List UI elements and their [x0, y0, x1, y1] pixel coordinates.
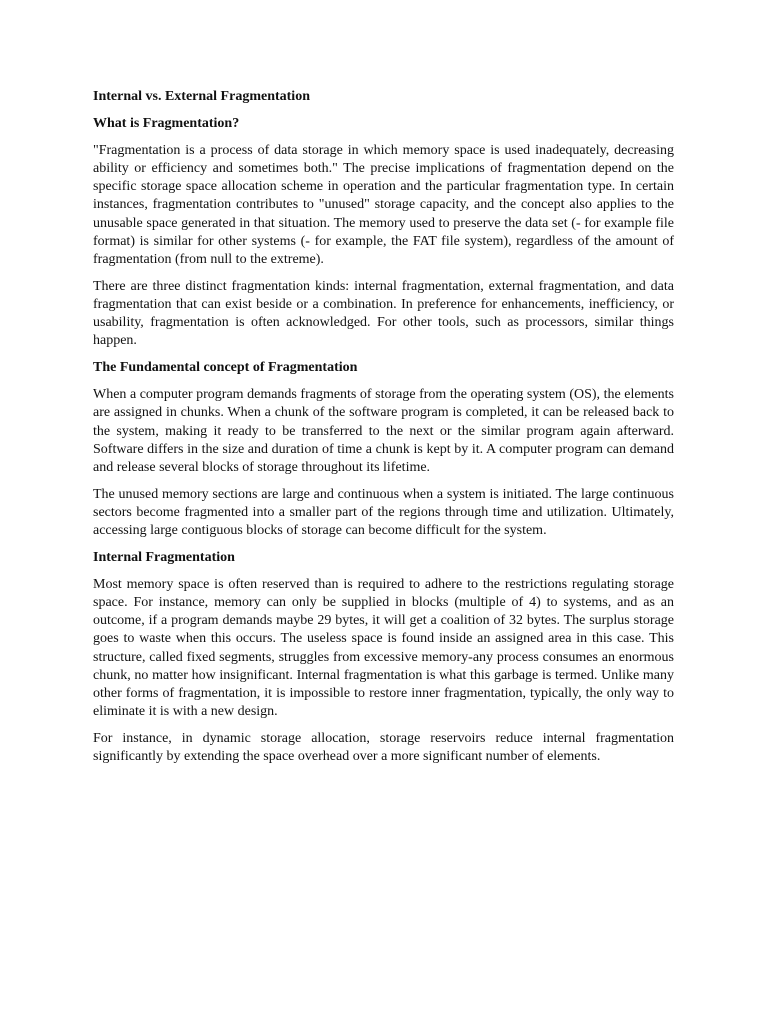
section-heading-what-is-fragmentation: What is Fragmentation?: [93, 116, 240, 132]
paragraph: Most memory space is often reserved than is required to adhere to the restrictions regulating storage space. For instance, memory can only be supplied in blocks (multiple of 4) to systems, and as an outcome, if a program demands maybe 29 bytes, it will get a coalition of 32 bytes. The surplus storage goes to waste when this occurs. The useless space is found inside an assigned area in this case. This structure, called fixed segments, struggles from excessive memory-any process consumes an enormous chunk, no matter how insignificant. Internal fragmentation is what this garbage is termed. Unlike many other forms of fragmentation, it is impossible to restore inner fragmentation, typically, the only way to eliminate it is with a new design.: [93, 577, 674, 719]
paragraph: There are three distinct fragmentation kinds: internal fragmentation, external fragmentation, and data fragmentation that can exist beside or a combination. In preference for enhancements, inefficiency, or usability, fragmentation is often acknowledged. For other tools, such as processors, similar things happen.: [93, 278, 674, 349]
paragraph: The unused memory sections are large and continuous when a system is initiated. The large continuous sectors become fragmented into a smaller part of the regions through time and utilization. Ultimately, accessing large contiguous blocks of storage can become difficult for the system.: [93, 486, 674, 538]
document-body: [93, 88, 674, 775]
paragraph: "Fragmentation is a process of data storage in which memory space is used inadequately, decreasing ability or efficiency and sometimes both." The precise implications of fragmentation depend on the specific storage space allocation scheme in operation and the particular fragmentation type. In certain instances, fragmentation contributes to "unused" storage capacity, and the concept also applies to the unusable space generated in that situation. The memory used to preserve the data set (- for example file format) is similar for other systems (- for example, the FAT file system), regardless of the amount of fragmentation (from null to the extreme).: [93, 143, 674, 267]
section-heading-fundamental-concept: The Fundamental concept of Fragmentation: [93, 360, 358, 376]
paragraph: When a computer program demands fragments of storage from the operating system (OS), the elements are assigned in chunks. When a chunk of the software program is completed, it can be released back to the system, making it ready to be transferred to the next or the similar program again afterward. Software differs in the size and duration of time a chunk is kept by it. A computer program can demand and release several blocks of storage throughout its lifetime.: [93, 387, 674, 475]
paragraph: For instance, in dynamic storage allocation, storage reservoirs reduce internal fragmentation significantly by extending the space overhead over a more significant number of elements.: [93, 730, 674, 764]
section-heading-internal-fragmentation: Internal Fragmentation: [93, 550, 235, 566]
document-title: Internal vs. External Fragmentation: [93, 89, 310, 104]
